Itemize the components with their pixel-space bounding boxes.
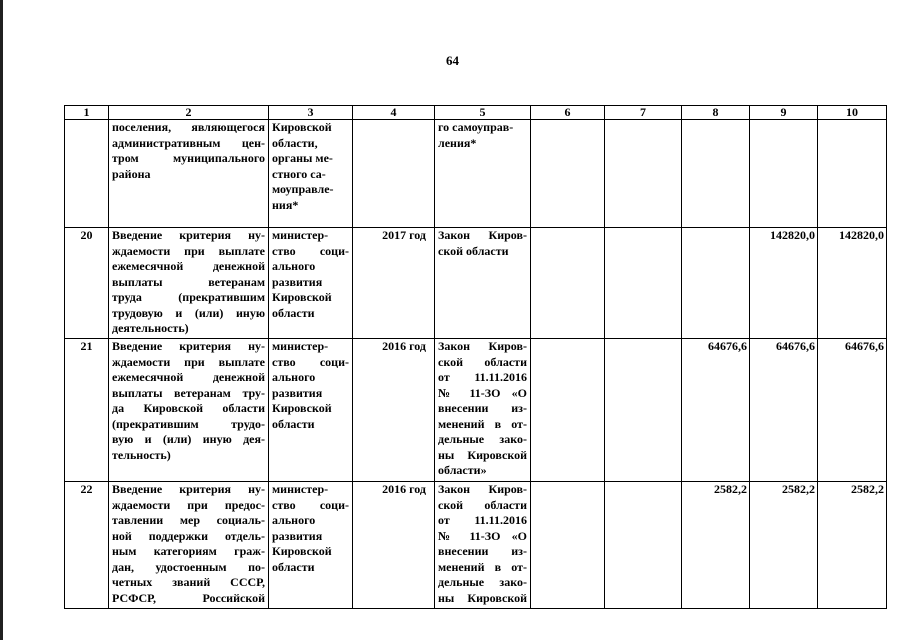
text-line: Введение критерия ну- xyxy=(112,482,265,496)
cell-8: 2582,2 xyxy=(682,482,750,609)
year: 2016 год xyxy=(353,482,435,609)
text-line: министер- xyxy=(272,228,329,242)
text-line: ны Кировской xyxy=(438,590,527,605)
text-line: дельные зако- xyxy=(438,432,527,446)
text-line: Кировской xyxy=(272,544,332,558)
text-line: развития xyxy=(272,385,323,400)
text-line: ство соци- xyxy=(272,497,349,512)
column-header: 6 xyxy=(531,106,605,120)
measure-name xyxy=(109,482,269,609)
cell-8: 64676,6 xyxy=(682,339,750,482)
table-header-row xyxy=(65,106,887,120)
column-header: 4 xyxy=(353,106,435,120)
text-line: области xyxy=(272,416,315,431)
text-line: Кировской xyxy=(272,120,332,134)
legal-basis xyxy=(435,120,531,228)
text-line: (прекратившим трудо- xyxy=(112,416,265,431)
text-line: № 11-ЗО «О xyxy=(438,385,527,400)
text-line: да Кировской области xyxy=(112,401,265,415)
column-header: 3 xyxy=(269,106,353,120)
text-line: тром муниципального xyxy=(112,151,265,165)
executor xyxy=(269,339,353,482)
cell-10 xyxy=(818,120,887,228)
text-line: министер- xyxy=(272,339,329,353)
text-line: дан, удостоенным по- xyxy=(112,559,265,574)
text-line: от 11.11.2016 xyxy=(438,513,527,527)
text-line: административным цен- xyxy=(112,135,265,150)
text-line: вую и (или) иную дея- xyxy=(112,432,265,446)
text-line: менений в от- xyxy=(438,559,527,574)
measure-name xyxy=(109,228,269,339)
text-line: развития xyxy=(272,528,323,543)
executor xyxy=(269,482,353,609)
text-line: ежемесячной денежной xyxy=(112,370,265,384)
text-line: ления* xyxy=(438,135,477,150)
text-line: Кировской xyxy=(272,290,332,304)
column-header: 10 xyxy=(818,106,887,120)
text-line: области» xyxy=(438,463,487,477)
text-line: выплаты ветеранам xyxy=(112,274,265,289)
column-header: 5 xyxy=(435,106,531,120)
text-line: Введение критерия ну- xyxy=(112,339,265,353)
row-number: 20 xyxy=(65,228,109,339)
cell-10: 142820,0 xyxy=(818,228,887,339)
text-line: Закон Киров- xyxy=(438,228,527,242)
text-line: труда (прекратившим xyxy=(112,290,265,304)
column-header: 1 xyxy=(65,106,109,120)
row-number: 21 xyxy=(65,339,109,482)
text-line: деятельность) xyxy=(112,321,189,335)
legal-basis xyxy=(435,339,531,482)
cell-7 xyxy=(605,482,682,609)
year: 2016 год xyxy=(353,339,435,482)
year xyxy=(353,120,435,228)
text-line: стного са- xyxy=(272,166,326,181)
cell-6 xyxy=(531,120,605,228)
text-line: менений в от- xyxy=(438,416,527,431)
text-line: моуправле- xyxy=(272,182,334,196)
legal-basis xyxy=(435,482,531,609)
text-line: ство соци- xyxy=(272,354,349,369)
text-line: органы ме- xyxy=(272,151,333,165)
text-line: ждаемости при предос- xyxy=(112,497,265,512)
text-line: Закон Киров- xyxy=(438,339,527,353)
text-line: дельные зако- xyxy=(438,575,527,589)
cell-9: 2582,2 xyxy=(750,482,818,609)
text-line: ской области xyxy=(438,243,509,258)
text-line: РСФСР, Российской xyxy=(112,590,265,605)
cell-7 xyxy=(605,339,682,482)
cell-8 xyxy=(682,228,750,339)
text-line: тельность) xyxy=(112,447,171,462)
cell-7 xyxy=(605,228,682,339)
data-table xyxy=(64,105,887,609)
text-line: ального xyxy=(272,259,316,273)
text-line: ального xyxy=(272,370,316,384)
cell-9 xyxy=(750,120,818,228)
year: 2017 год xyxy=(353,228,435,339)
text-line: внесении из- xyxy=(438,401,527,415)
table-row xyxy=(65,228,887,339)
text-line: от 11.11.2016 xyxy=(438,370,527,384)
table-row xyxy=(65,120,887,228)
column-header: 9 xyxy=(750,106,818,120)
executor xyxy=(269,120,353,228)
text-line: ной поддержки отдель- xyxy=(112,528,265,543)
column-header: 8 xyxy=(682,106,750,120)
text-line: развития xyxy=(272,274,323,289)
column-header: 7 xyxy=(605,106,682,120)
text-line: Закон Киров- xyxy=(438,482,527,496)
cell-8 xyxy=(682,120,750,228)
text-line: области xyxy=(272,559,315,574)
text-line: четных званий СССР, xyxy=(112,575,265,589)
scan-edge xyxy=(0,0,3,640)
text-line: № 11-ЗО «О xyxy=(438,528,527,543)
cell-6 xyxy=(531,482,605,609)
text-line: поселения, являющегося xyxy=(112,120,265,134)
text-line: ежемесячной денежной xyxy=(112,259,265,273)
text-line: выплаты ветеранам тру- xyxy=(112,385,265,400)
row-number xyxy=(65,120,109,228)
cell-10: 2582,2 xyxy=(818,482,887,609)
cell-10: 64676,6 xyxy=(818,339,887,482)
cell-9: 142820,0 xyxy=(750,228,818,339)
text-line: ской области xyxy=(438,354,527,369)
text-line: ния* xyxy=(272,197,299,212)
cell-6 xyxy=(531,339,605,482)
text-line: Кировской xyxy=(272,401,332,415)
text-line: Введение критерия ну- xyxy=(112,228,265,242)
text-line: ным категориям граж- xyxy=(112,544,265,558)
text-line: ждаемости при выплате xyxy=(112,354,265,369)
text-line: ального xyxy=(272,513,316,527)
cell-6 xyxy=(531,228,605,339)
text-line: внесении из- xyxy=(438,544,527,558)
text-line: ны Кировской xyxy=(438,447,527,462)
table-row xyxy=(65,339,887,482)
text-line: трудовую и (или) иную xyxy=(112,305,265,320)
executor xyxy=(269,228,353,339)
measure-name xyxy=(109,120,269,228)
column-header: 2 xyxy=(109,106,269,120)
table-row xyxy=(65,482,887,609)
text-line: ство соци- xyxy=(272,243,349,258)
text-line: области xyxy=(272,305,315,320)
row-number: 22 xyxy=(65,482,109,609)
text-line: го самоуправ- xyxy=(438,120,514,134)
text-line: ской области xyxy=(438,497,527,512)
measure-name xyxy=(109,339,269,482)
text-line: области, xyxy=(272,135,318,150)
legal-basis xyxy=(435,228,531,339)
text-line: министер- xyxy=(272,482,329,496)
text-line: района xyxy=(112,166,151,181)
cell-9: 64676,6 xyxy=(750,339,818,482)
page-number: 64 xyxy=(446,53,459,68)
cell-7 xyxy=(605,120,682,228)
text-line: тавлении мер социаль- xyxy=(112,513,265,527)
text-line: ждаемости при выплате xyxy=(112,243,265,258)
